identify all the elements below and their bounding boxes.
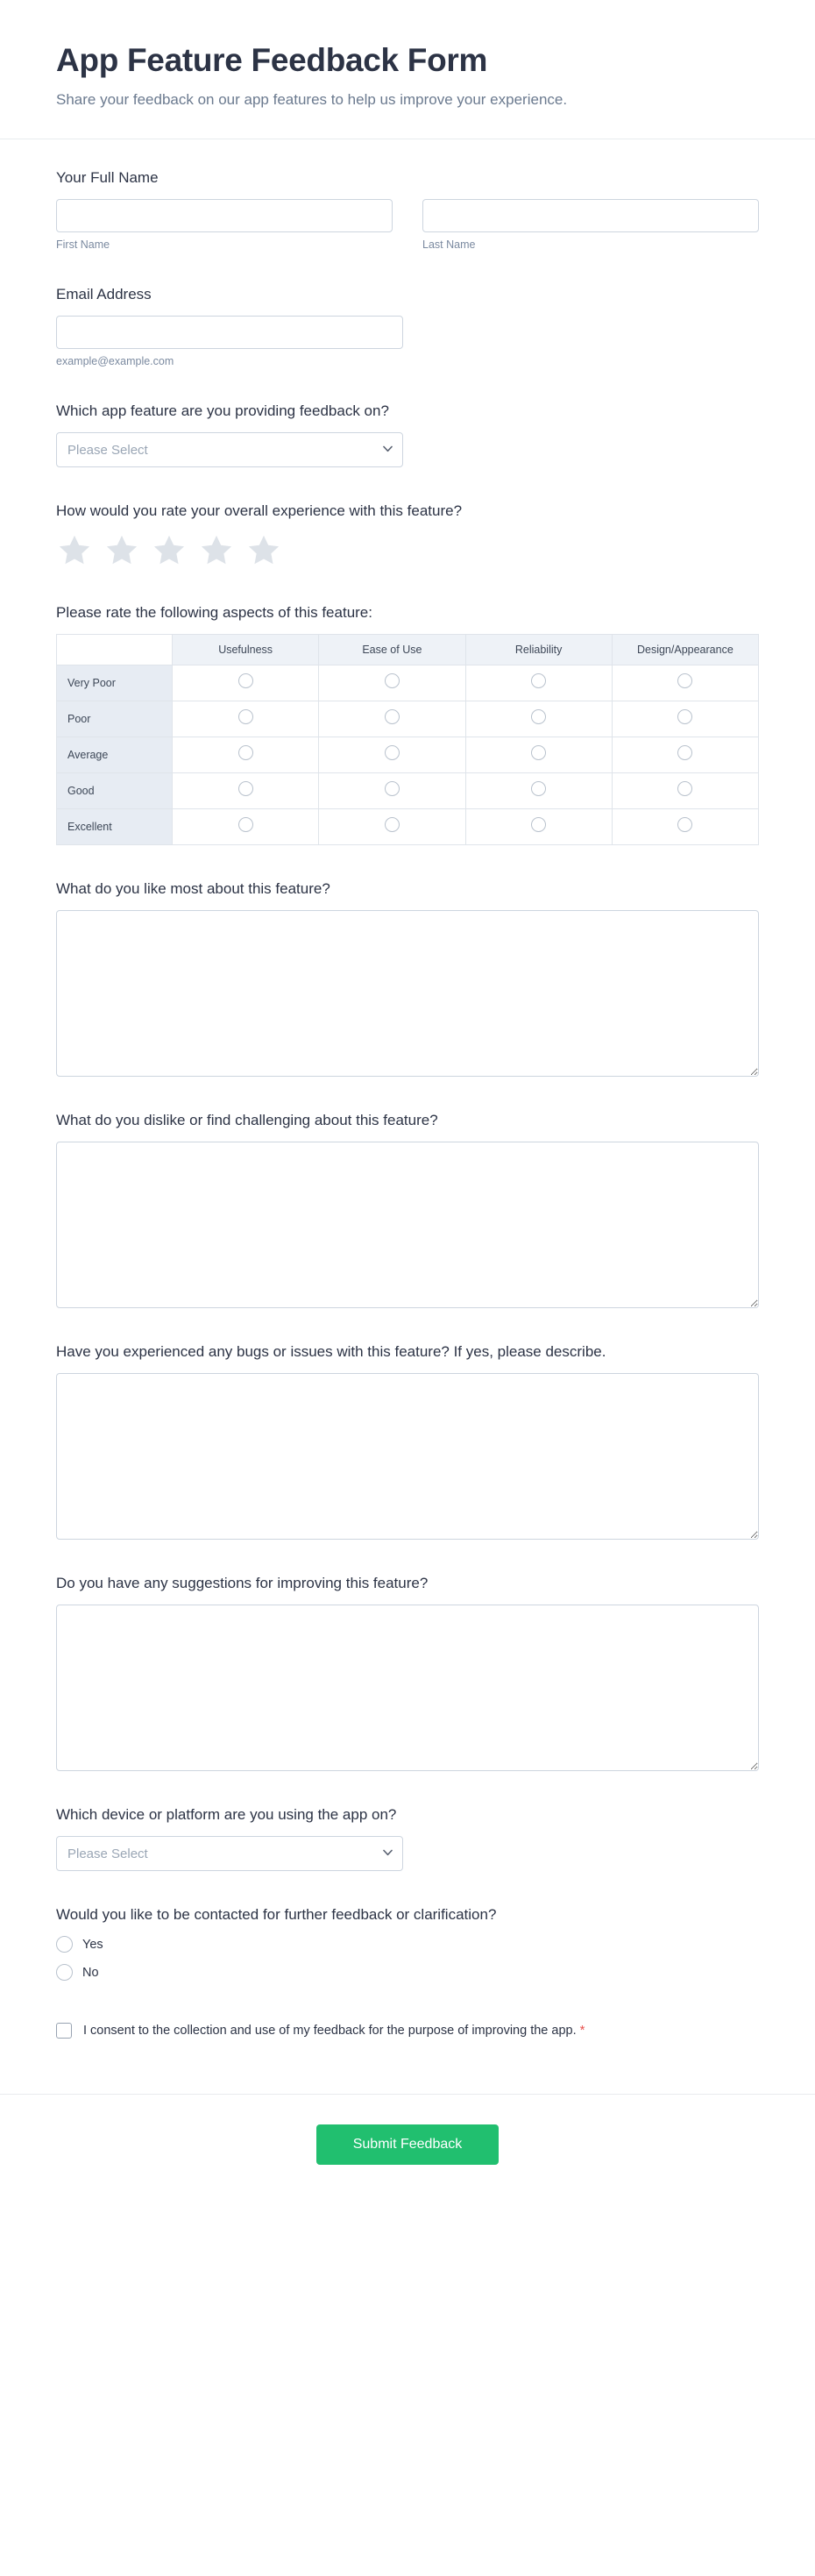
device-select-label: Which device or platform are you using the app on? bbox=[56, 1806, 397, 1823]
star-rating[interactable] bbox=[56, 532, 759, 569]
field-suggestions bbox=[56, 1575, 759, 1771]
matrix-column-header: Reliability bbox=[465, 635, 612, 665]
field-feature-select bbox=[56, 402, 759, 467]
contact-option-no[interactable] bbox=[56, 1964, 759, 1981]
field-dislike bbox=[56, 1112, 759, 1308]
radio-icon[interactable] bbox=[385, 745, 400, 760]
first-name-group bbox=[56, 199, 393, 251]
matrix-radio-cell[interactable] bbox=[173, 737, 319, 773]
star-icon-2[interactable] bbox=[103, 532, 140, 569]
matrix-column-header: Ease of Use bbox=[319, 635, 465, 665]
contact-option-yes[interactable] bbox=[56, 1936, 759, 1953]
matrix-radio-cell[interactable] bbox=[612, 701, 758, 737]
radio-icon[interactable] bbox=[677, 745, 692, 760]
field-bugs bbox=[56, 1343, 759, 1540]
matrix-row-header: Very Poor bbox=[57, 665, 173, 701]
matrix-radio-cell[interactable] bbox=[612, 737, 758, 773]
matrix-row-header: Average bbox=[57, 737, 173, 773]
radio-icon[interactable] bbox=[677, 817, 692, 832]
consent-row[interactable] bbox=[56, 2021, 670, 2041]
radio-icon[interactable] bbox=[385, 817, 400, 832]
last-name-sublabel: Last Name bbox=[422, 238, 476, 251]
star-icon-3[interactable] bbox=[151, 532, 188, 569]
last-name-group bbox=[422, 199, 759, 251]
page-subtitle: Share your feedback on our app features to help us improve your experience. bbox=[56, 91, 568, 108]
contact-option-label: No bbox=[82, 1965, 99, 1980]
radio-icon[interactable] bbox=[238, 817, 253, 832]
matrix-corner-cell bbox=[57, 635, 173, 665]
dislike-textarea[interactable] bbox=[56, 1142, 759, 1308]
matrix-radio-cell[interactable] bbox=[319, 809, 465, 845]
matrix-radio-cell[interactable] bbox=[465, 773, 612, 809]
matrix-radio-cell[interactable] bbox=[319, 701, 465, 737]
first-name-input[interactable] bbox=[56, 199, 393, 232]
matrix-radio-cell[interactable] bbox=[612, 665, 758, 701]
matrix-radio-cell[interactable] bbox=[173, 701, 319, 737]
matrix-radio-cell[interactable] bbox=[319, 737, 465, 773]
aspects-matrix-table bbox=[56, 634, 759, 845]
consent-text bbox=[83, 2021, 585, 2041]
email-label: Email Address bbox=[56, 286, 152, 302]
radio-icon[interactable] bbox=[531, 745, 546, 760]
radio-icon[interactable] bbox=[531, 817, 546, 832]
required-marker: * bbox=[579, 2023, 585, 2038]
table-row bbox=[57, 665, 759, 701]
matrix-radio-cell[interactable] bbox=[465, 665, 612, 701]
matrix-radio-cell[interactable] bbox=[173, 665, 319, 701]
radio-icon[interactable] bbox=[238, 745, 253, 760]
matrix-radio-cell[interactable] bbox=[612, 773, 758, 809]
matrix-row-header: Excellent bbox=[57, 809, 173, 845]
suggestions-textarea[interactable] bbox=[56, 1605, 759, 1771]
radio-icon[interactable] bbox=[238, 709, 253, 724]
full-name-row bbox=[56, 199, 759, 251]
star-icon-5[interactable] bbox=[245, 532, 282, 569]
consent-checkbox[interactable] bbox=[56, 2023, 72, 2039]
field-contact bbox=[56, 1906, 759, 1981]
page-title: App Feature Feedback Form bbox=[56, 42, 488, 78]
table-row bbox=[57, 701, 759, 737]
radio-icon[interactable] bbox=[677, 673, 692, 688]
email-group bbox=[56, 316, 403, 367]
feature-select[interactable] bbox=[56, 432, 403, 467]
radio-icon[interactable] bbox=[238, 673, 253, 688]
form-header bbox=[0, 0, 815, 139]
radio-icon[interactable] bbox=[531, 781, 546, 796]
matrix-radio-cell[interactable] bbox=[465, 809, 612, 845]
matrix-radio-cell[interactable] bbox=[612, 809, 758, 845]
field-email bbox=[56, 286, 759, 367]
field-full-name bbox=[56, 169, 759, 251]
device-select[interactable] bbox=[56, 1836, 403, 1871]
field-like-most bbox=[56, 880, 759, 1077]
contact-label: Would you like to be contacted for further feedback or clarification? bbox=[56, 1906, 497, 1923]
radio-icon[interactable] bbox=[56, 1964, 73, 1981]
suggestions-label: Do you have any suggestions for improving this feature? bbox=[56, 1575, 429, 1591]
matrix-radio-cell[interactable] bbox=[319, 665, 465, 701]
radio-icon[interactable] bbox=[385, 781, 400, 796]
contact-option-label: Yes bbox=[82, 1937, 103, 1952]
bugs-label: Have you experienced any bugs or issues with this feature? If yes, please describe. bbox=[56, 1343, 606, 1360]
device-select-wrap bbox=[56, 1836, 403, 1871]
like-most-textarea[interactable] bbox=[56, 910, 759, 1077]
last-name-input[interactable] bbox=[422, 199, 759, 232]
feature-select-wrap bbox=[56, 432, 403, 467]
dislike-label: What do you dislike or find challenging about this feature? bbox=[56, 1112, 438, 1128]
matrix-radio-cell[interactable] bbox=[465, 701, 612, 737]
matrix-column-header: Usefulness bbox=[173, 635, 319, 665]
radio-icon[interactable] bbox=[385, 709, 400, 724]
consent-label: I consent to the collection and use of my feedback for the purpose of improving the app. bbox=[83, 2024, 577, 2038]
matrix-column-header: Design/Appearance bbox=[612, 635, 758, 665]
radio-icon[interactable] bbox=[56, 1936, 73, 1953]
field-aspects-matrix bbox=[56, 604, 759, 845]
radio-icon[interactable] bbox=[385, 673, 400, 688]
field-overall-rating bbox=[56, 502, 759, 569]
radio-icon[interactable] bbox=[531, 709, 546, 724]
first-name-sublabel: First Name bbox=[56, 238, 110, 251]
radio-icon[interactable] bbox=[238, 781, 253, 796]
table-row bbox=[57, 809, 759, 845]
matrix-radio-cell[interactable] bbox=[173, 773, 319, 809]
email-field[interactable] bbox=[56, 316, 403, 349]
full-name-label: Your Full Name bbox=[56, 169, 159, 186]
star-icon-1[interactable] bbox=[56, 532, 93, 569]
form-footer bbox=[0, 2094, 815, 2207]
radio-icon[interactable] bbox=[677, 709, 692, 724]
form-body bbox=[0, 139, 815, 2071]
like-most-label: What do you like most about this feature? bbox=[56, 880, 330, 897]
matrix-radio-cell[interactable] bbox=[173, 809, 319, 845]
matrix-row-header: Good bbox=[57, 773, 173, 809]
submit-button[interactable]: Submit Feedback bbox=[316, 2124, 500, 2165]
radio-icon[interactable] bbox=[677, 781, 692, 796]
field-device-select bbox=[56, 1806, 759, 1871]
matrix-row-header: Poor bbox=[57, 701, 173, 737]
aspects-matrix-label: Please rate the following aspects of this feature: bbox=[56, 604, 372, 621]
feature-select-label: Which app feature are you providing feedback on? bbox=[56, 402, 389, 419]
overall-rating-label: How would you rate your overall experience with this feature? bbox=[56, 502, 463, 519]
matrix-radio-cell[interactable] bbox=[319, 773, 465, 809]
email-sublabel: example@example.com bbox=[56, 355, 174, 367]
matrix-header-row bbox=[57, 635, 759, 665]
table-row bbox=[57, 737, 759, 773]
matrix-radio-cell[interactable] bbox=[465, 737, 612, 773]
bugs-textarea[interactable] bbox=[56, 1373, 759, 1540]
radio-icon[interactable] bbox=[531, 673, 546, 688]
star-icon-4[interactable] bbox=[198, 532, 235, 569]
table-row bbox=[57, 773, 759, 809]
